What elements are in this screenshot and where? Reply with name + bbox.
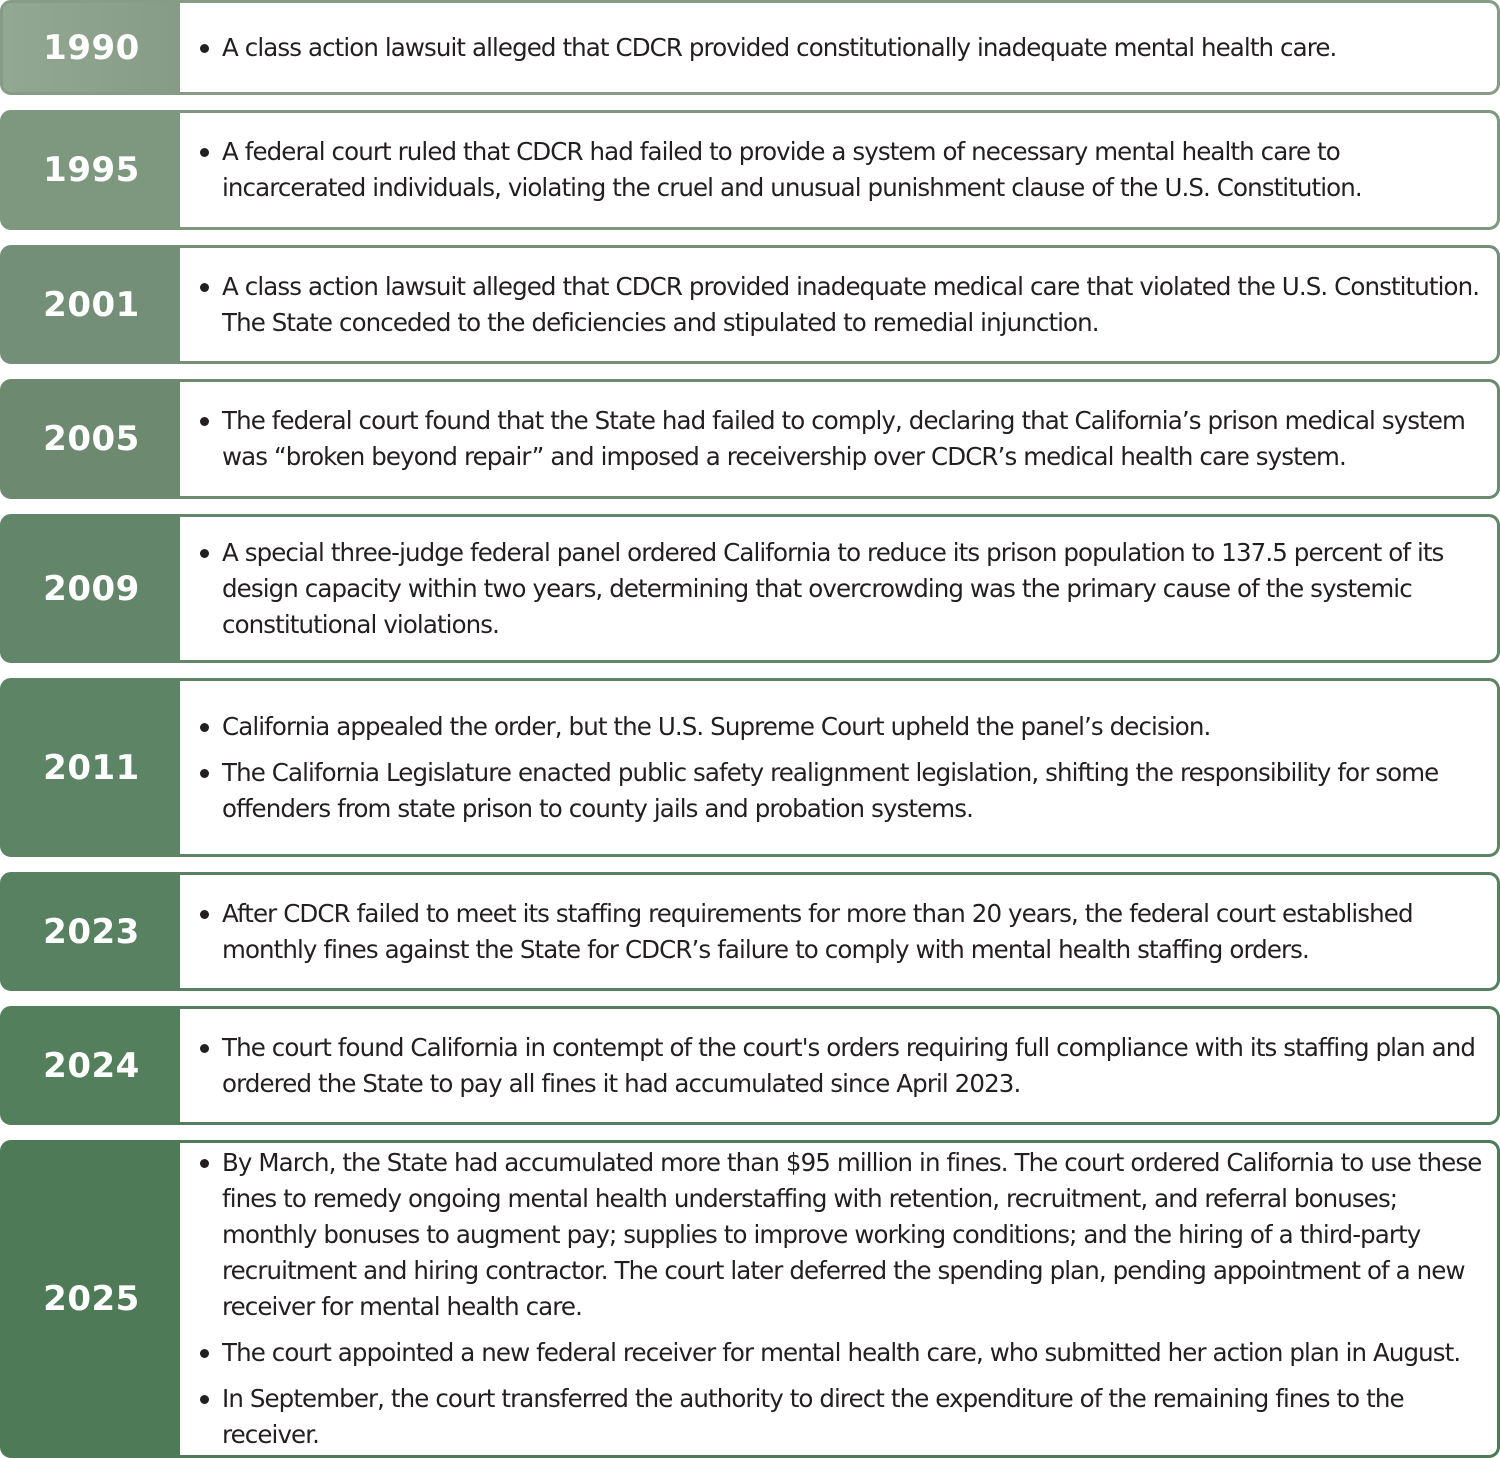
bullet-icon [200,769,209,778]
bullet-icon [200,1349,209,1358]
event-description [180,681,1497,854]
event-bullet [198,134,1483,206]
timeline-row-1990 [0,0,1500,95]
timeline-row-2024 [0,1006,1500,1125]
timeline-row-2023 [0,872,1500,991]
bullet-icon [200,417,209,426]
event-description [180,1143,1497,1455]
bullet-text: In September, the court transferred the authority to direct the expenditure of the remaining fines to the receiver. [222,1384,1404,1449]
year-label: 2024 [3,1009,180,1122]
year-label: 2005 [3,382,180,496]
year-label: 2025 [3,1143,180,1455]
bullet-icon [200,549,209,558]
bullet-text: The federal court found that the State had failed to comply, declaring that California’s prison medical system was “broken beyond repair” and imposed a receivership over CDCR’s medical health care system. [222,406,1466,471]
bullet-text: After CDCR failed to meet its staffing requirements for more than 20 years, the federal court established monthly fines against the State for CDCR’s failure to comply with mental health staffing orders. [222,898,1413,964]
event-bullet [198,269,1483,341]
bullet-text: A class action lawsuit alleged that CDCR provided inadequate medical care that violated the U.S. Constitution. The State conceded to the deficiencies and stipulated to remedial injunction. [222,271,1480,337]
bullet-icon [200,723,209,732]
bullet-text: A special three-judge federal panel ordered California to reduce its prison population to 137.5 percent of its design capacity within two years, determining that overcrowding was the primary cause of the systemic constitutional violations. [222,537,1444,639]
event-description [180,248,1497,361]
year-label: 2009 [3,517,180,660]
bullet-text: California appealed the order, but the U.S. Supreme Court upheld the panel’s decision. [222,711,1211,741]
event-description [180,875,1497,988]
bullet-icon [200,910,209,919]
bullet-text: The court appointed a new federal receiver for mental health care, who submitted her action plan in August. [222,1338,1461,1367]
year-label: 2011 [3,681,180,854]
bullet-icon [200,44,209,53]
bullet-text: A class action lawsuit alleged that CDCR provided constitutionally inadequate mental health care. [222,32,1337,62]
event-description [180,517,1497,660]
timeline-row-2005 [0,379,1500,499]
year-label: 2001 [3,248,180,361]
event-bullet [198,535,1483,643]
bullet-text: The court found California in contempt of the court's orders requiring full compliance with its staffing plan and ordered the State to pay all fines it had accumulated since April 2023. [222,1032,1476,1098]
event-bullet [198,1381,1483,1453]
event-bullet [198,403,1483,475]
event-bullet [198,709,1483,745]
bullet-text: By March, the State had accumulated more than $95 million in fines. The court ordered California to use these fines to remedy ongoing mental health understaffing with retention, recruitment, and referral bonuses; monthly bonuses to augment pay; supplies to improve working conditions; and the hiring of a third-party recruitment and hiring contractor. The court later deferred the spending plan, pending appointment of a new receiver for mental health care. [222,1148,1482,1321]
year-label: 2023 [3,875,180,988]
timeline-row-1995 [0,110,1500,230]
event-description [180,3,1497,92]
timeline-row-2011 [0,678,1500,857]
event-bullet [198,1145,1483,1325]
bullet-icon [200,1159,209,1168]
event-bullet [198,755,1483,827]
event-description [180,113,1497,227]
year-label: 1995 [3,113,180,227]
timeline-row-2025 [0,1140,1500,1458]
event-bullet [198,1335,1483,1371]
bullet-icon [200,283,209,292]
event-bullet [198,896,1483,968]
bullet-icon [200,1044,209,1053]
event-bullet [198,30,1483,66]
event-description [180,382,1497,496]
bullet-text: The California Legislature enacted public safety realignment legislation, shifting the responsibility for some offenders from state prison to county jails and probation systems. [222,757,1439,823]
timeline-row-2009 [0,514,1500,663]
timeline-row-2001 [0,245,1500,364]
event-bullet [198,1030,1483,1102]
bullet-text: A federal court ruled that CDCR had failed to provide a system of necessary mental health care to incarcerated individuals, violating the cruel and unusual punishment clause of the U.S. Constitution. [222,137,1362,202]
bullet-icon [200,148,209,157]
year-label: 1990 [3,3,180,92]
bullet-icon [200,1395,209,1404]
event-description [180,1009,1497,1122]
